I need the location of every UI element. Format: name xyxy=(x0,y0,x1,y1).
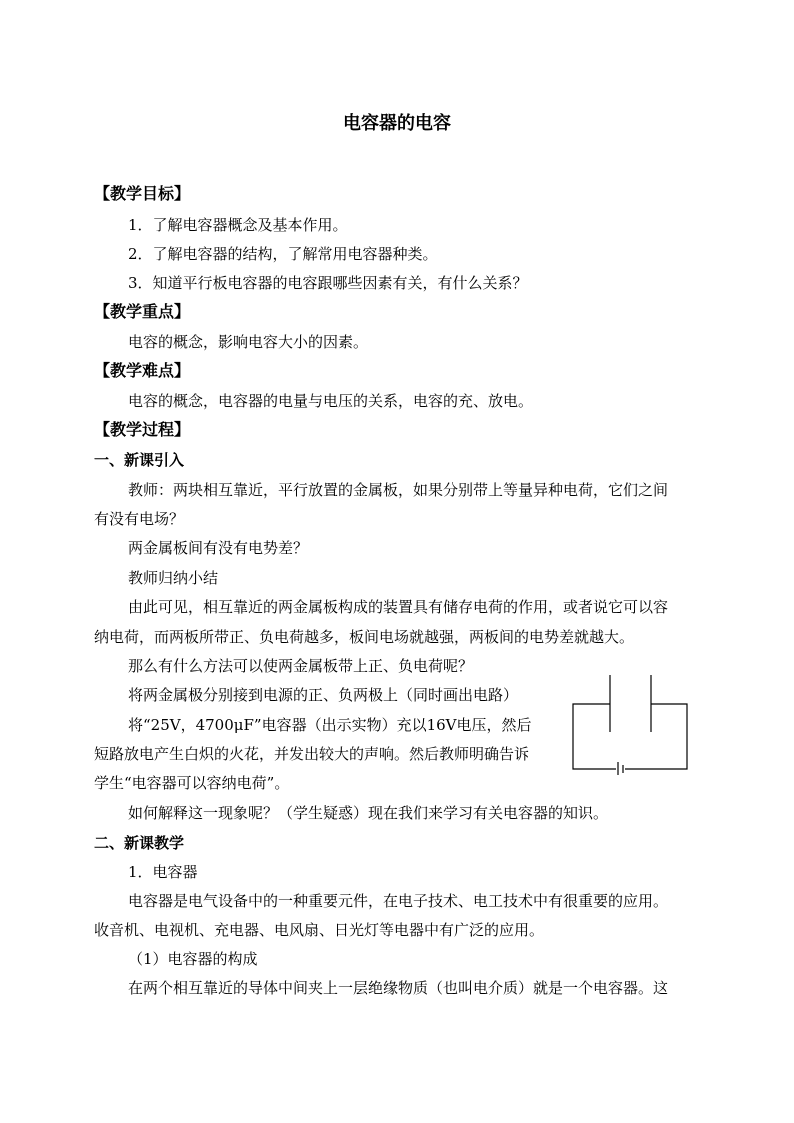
paragraph-line: 电容器是电气设备中的一种重要元件，在电子技术、电工技术中有很重要的应用。 xyxy=(128,892,669,910)
objectives-heading: 【教学目标】 xyxy=(94,184,191,203)
paragraph-line: 教师：两块相互靠近，平行放置的金属板，如果分别带上等量异种电荷，它们之间 xyxy=(128,481,669,499)
objective-item: 3．知道平行板电容器的电容跟哪些因素有关，有什么关系？ xyxy=(128,274,528,292)
paragraph-line: 两金属板间有没有电势差？ xyxy=(128,539,309,557)
paragraph-line: 在两个相互靠近的导体中间夹上一层绝缘物质（也叫电介质）就是一个电容器。这 xyxy=(128,979,669,997)
paragraph-line: 如何解释这一现象呢？（学生疑惑）现在我们来学习有关电容器的知识。 xyxy=(128,804,609,822)
process-heading: 【教学过程】 xyxy=(94,420,191,439)
difficulties-text: 电容的概念，电容器的电量与电压的关系，电容的充、放电。 xyxy=(128,392,534,410)
section-heading: 一、新课引入 xyxy=(94,451,185,469)
paragraph-line: 将两金属极分别接到电源的正、负两极上（同时画出电路） xyxy=(128,686,519,704)
paragraph-line: 将“25V，4700μF”电容器（出示实物）充以16V电压，然后 xyxy=(128,716,532,734)
paragraph-line: 收音机、电视机、充电器、电风扇、日光灯等电器中有广泛的应用。 xyxy=(94,921,545,939)
paragraph-line: 有没有电场？ xyxy=(94,510,185,528)
key-points-heading: 【教学重点】 xyxy=(94,302,191,321)
section-heading: 二、新课教学 xyxy=(94,834,185,852)
paragraph-line: 教师归纳小结 xyxy=(128,569,219,587)
page-title: 电容器的电容 xyxy=(343,113,451,134)
objective-item: 1．了解电容器概念及基本作用。 xyxy=(128,216,348,234)
capacitor-circuit-diagram xyxy=(569,672,691,775)
difficulties-heading: 【教学难点】 xyxy=(94,361,191,380)
paragraph-line: 那么有什么方法可以使两金属板带上正、负电荷呢？ xyxy=(128,657,474,675)
wire-right xyxy=(625,704,687,769)
paragraph-line: （1）电容器的构成 xyxy=(128,950,258,968)
objective-item: 2．了解电容器的结构，了解常用电容器种类。 xyxy=(128,245,438,263)
paragraph-line: 学生“电容器可以容纳电荷”。 xyxy=(94,774,290,792)
paragraph-line: 1．电容器 xyxy=(128,863,198,881)
paragraph-line: 由此可见，相互靠近的两金属板构成的装置具有储存电荷的作用，或者说它可以容 xyxy=(128,598,669,616)
paragraph-line: 短路放电产生白炽的火花，并发出较大的声响。然后教师明确告诉 xyxy=(94,745,530,763)
paragraph-line: 纳电荷，而两板所带正、负电荷越多，板间电场就越强，两板间的电势差就越大。 xyxy=(94,628,635,646)
key-points-text: 电容的概念，影响电容大小的因素。 xyxy=(128,333,369,351)
